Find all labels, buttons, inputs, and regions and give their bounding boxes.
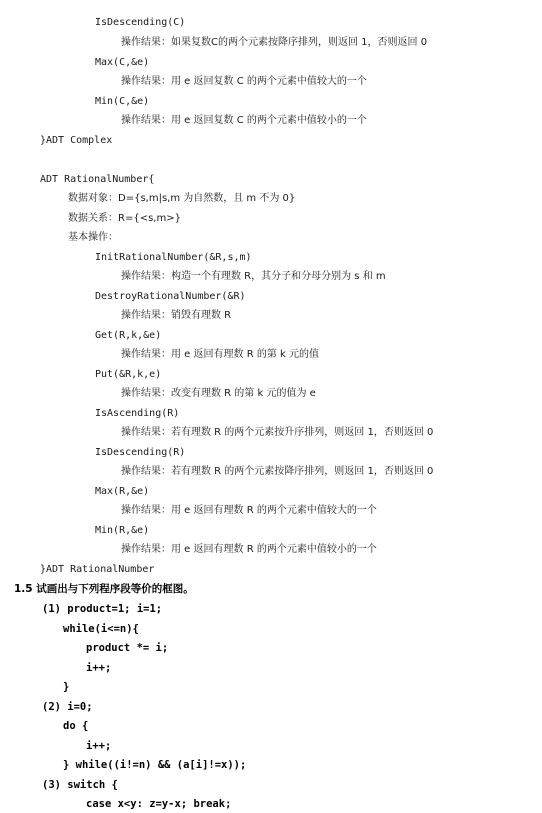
op-signature-max-c: Max(C,&e) bbox=[95, 57, 150, 68]
op-signature-put: Put(&R,k,e) bbox=[95, 369, 162, 380]
code-line: } bbox=[63, 681, 70, 693]
op-signature-isdescending-c: IsDescending(C) bbox=[95, 17, 186, 28]
op-signature-get: Get(R,k,&e) bbox=[95, 330, 162, 341]
op-signature-min-r: Min(R,&e) bbox=[95, 525, 150, 536]
code-line: do { bbox=[63, 720, 89, 732]
code-line: i++; bbox=[86, 740, 112, 752]
basic-ops-label: 基本操作： bbox=[68, 232, 118, 243]
op-result-max-c: 操作结果：用 e 返回复数 C 的两个元素中值较大的一个 bbox=[121, 76, 367, 87]
code-line: (2) i=0; bbox=[42, 701, 93, 713]
code-line: (3) switch { bbox=[42, 779, 118, 791]
op-result-max-r: 操作结果：用 e 返回有理数 R 的两个元素中值较大的一个 bbox=[121, 505, 377, 516]
op-signature-isdescending-r: IsDescending(R) bbox=[95, 447, 186, 458]
section-heading: 1.5 试画出与下列程序段等价的框图。 bbox=[14, 583, 194, 595]
op-result-min-c: 操作结果：用 e 返回复数 C 的两个元素中值较小的一个 bbox=[121, 115, 367, 126]
op-result-isascending: 操作结果：若有理数 R 的两个元素按升序排列，则返回 1，否则返回 0 bbox=[121, 427, 434, 438]
op-result-isdescending-c: 操作结果：如果复数C的两个元素按降序排列，则返回 1，否则返回 0 bbox=[121, 37, 428, 48]
data-objects: 数据对象：D={s,m|s,m 为自然数，且 m 不为 0} bbox=[68, 193, 296, 204]
code-line: i++; bbox=[86, 662, 112, 674]
op-result-get: 操作结果：用 e 返回有理数 R 的第 k 元的值 bbox=[121, 349, 319, 360]
adt-rational-end: }ADT RationalNumber bbox=[40, 564, 155, 575]
adt-complex-end: }ADT Complex bbox=[40, 135, 113, 146]
op-result-destroy: 操作结果：销毁有理数 R bbox=[121, 310, 232, 321]
op-result-put: 操作结果：改变有理数 R 的第 k 元的值为 e bbox=[121, 388, 316, 399]
op-result-min-r: 操作结果：用 e 返回有理数 R 的两个元素中值较小的一个 bbox=[121, 544, 377, 555]
op-result-init: 操作结果：构造一个有理数 R，其分子和分母分别为 s 和 m bbox=[121, 271, 386, 282]
data-relations: 数据关系：R={<s,m>} bbox=[68, 213, 181, 224]
op-signature-destroy: DestroyRationalNumber(&R) bbox=[95, 291, 246, 302]
op-signature-min-c: Min(C,&e) bbox=[95, 96, 150, 107]
op-signature-init: InitRationalNumber(&R,s,m) bbox=[95, 252, 252, 263]
code-line: while(i<=n){ bbox=[63, 623, 139, 635]
op-signature-isascending: IsAscending(R) bbox=[95, 408, 180, 419]
code-line: } while((i!=n) && (a[i]!=x)); bbox=[63, 759, 247, 771]
code-line: (1) product=1; i=1; bbox=[42, 603, 163, 615]
code-line: case x<y: z=y-x; break; bbox=[86, 798, 232, 810]
code-line: product *= i; bbox=[86, 642, 169, 654]
op-result-isdescending-r: 操作结果：若有理数 R 的两个元素按降序排列，则返回 1，否则返回 0 bbox=[121, 466, 434, 477]
op-signature-max-r: Max(R,&e) bbox=[95, 486, 150, 497]
adt-rational-header: ADT RationalNumber{ bbox=[40, 174, 155, 185]
